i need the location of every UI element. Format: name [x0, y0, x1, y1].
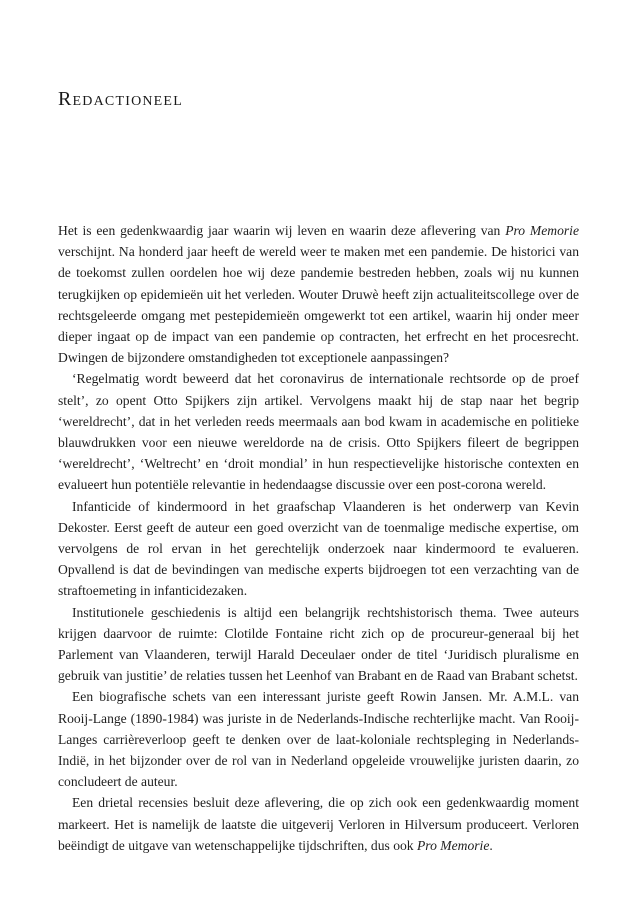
paragraph-text: Infanticide of kindermoord in het graafschap Vlaanderen is het onderwerp van Kevin Dekoster. Eerst geeft de auteur een goed overzicht van de toenmalige medische expertise, om vervolgens de rol ervan in het gerechtelijk onderzoek naar kindermoord te evalueren. Opvallend is dat de bevindingen van medische experts bijdroegen tot een verzachting van de straftoemeting in infanticidezaken.	[58, 498, 579, 599]
paragraph-text: Institutionele geschiedenis is altijd een belangrijk rechtshistorisch thema. Twee auteurs krijgen daarvoor de ruimte: Clotilde Fontaine richt zich op de procureur-generaal bij het Parlement van Vlaanderen, terwijl Harald Deceulaer onder de titel ‘Juridisch pluralisme en gebruik van justitie’ de relaties tussen het Leenhof van Brabant en de Raad van Brabant schetst.	[58, 604, 579, 684]
paragraph-intro	[58, 220, 579, 368]
page-heading: Redactioneel	[58, 88, 183, 110]
paragraph-text: Het is een gedenkwaardig jaar waarin wij leven en waarin deze aflevering van	[58, 223, 506, 238]
journal-title: Pro Memorie	[417, 837, 490, 853]
paragraph-text: .	[489, 837, 493, 853]
journal-title: Pro Memorie	[505, 223, 579, 238]
paragraph-dekoster	[58, 496, 579, 602]
paragraph-text: ‘Regelmatig wordt beweerd dat het coronavirus de internationale rechtsorde op de proef stelt’, zo opent Otto Spijkers zijn artikel. Vervolgens maakt hij de stap naar het begrip ‘wereldrecht’, dat in het verleden reeds meermaals aan bod kwam in academische en politieke blauwdrukken voor een nieuwe wereldorde na de crisis. Otto Spijkers fileert de begrippen ‘wereldrecht’, ‘Weltrecht’ en ‘droit mondial’ in hun respectievelijke historische contexten en evalueert hun potentiële relevantie in hedendaagse discussie over een post-corona wereld.	[58, 371, 579, 493]
paragraph-text: Een drietal recensies besluit deze aflevering, die op zich ook een gedenkwaardig moment markeert. Het is namelijk de laatste die uitgeverij Verloren in Hilversum produceert. Verloren beëindigt de uitgave van wetenschappelijke tijdschriften, dus ook	[58, 795, 579, 853]
paragraph-reviews	[58, 792, 579, 856]
paragraph-text: Een biografische schets van een interessant juriste geeft Rowin Jansen. Mr. A.M.L. van Rooij-Lange (1890-1984) was juriste in de Nederlands-Indische rechterlijke macht. Van Rooij-Langes carrièreverloop geeft te denken over de laat-koloniale rechtspleging in Nederlands-Indië, in het bijzonder over de rol van in Nederland opgeleide vrouwelijke juristen daarin, zo concludeert de auteur.	[58, 689, 579, 790]
paragraph-institutional	[58, 602, 579, 687]
editorial-body	[58, 220, 579, 856]
paragraph-text: verschijnt. Na honderd jaar heeft de wereld weer te maken met een pandemie. De historici van de toekomst zullen oordelen hoe wij deze pandemie bestreden hebben, zoals wij nu kunnen terugkijken op epidemieën uit het verleden. Wouter Druwè heeft zijn actualiteitscollege over de rechtsgeleerde omgang met pestepidemieën omgewerkt tot een artikel, waarin hij onder meer dieper ingaat op de impact van een pandemie op contracten, het erfrecht en het procesrecht. Dwingen de bijzondere omstandigheden tot exceptionele aanpassingen?	[58, 244, 579, 366]
paragraph-spijkers	[58, 368, 579, 495]
paragraph-jansen	[58, 686, 579, 792]
